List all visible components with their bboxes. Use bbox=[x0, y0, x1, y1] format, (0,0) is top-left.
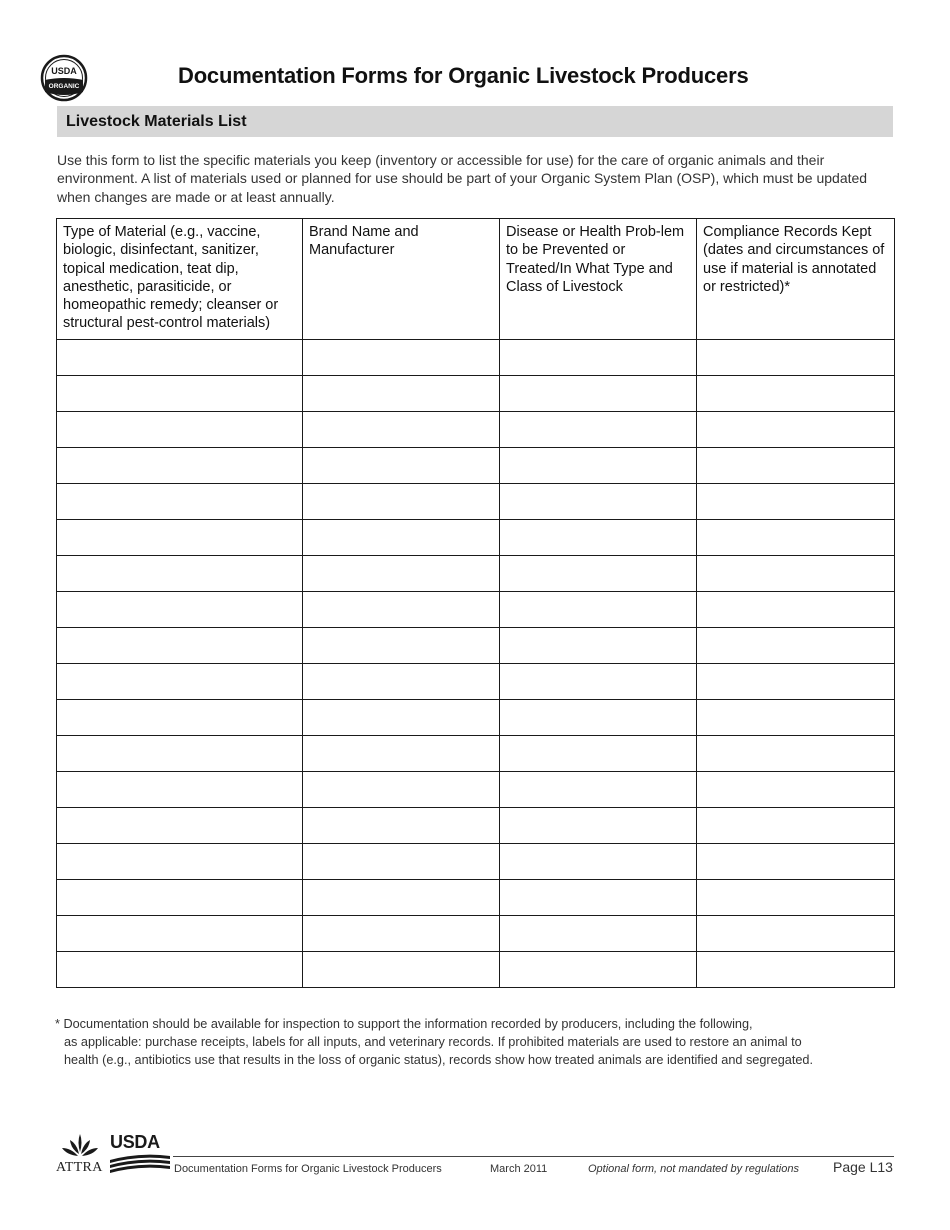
footnote-line: health (e.g., antibiotics use that results in the loss of organic status), records show how treated animals are identified and segregated. bbox=[64, 1053, 813, 1067]
disease-problem-cell[interactable] bbox=[500, 772, 697, 808]
disease-problem-cell[interactable] bbox=[500, 520, 697, 556]
table-row bbox=[57, 952, 895, 988]
type-of-material-cell[interactable] bbox=[57, 808, 303, 844]
brand-name-cell[interactable] bbox=[303, 916, 500, 952]
footer-document-title: Documentation Forms for Organic Livestock Producers bbox=[174, 1163, 442, 1175]
brand-name-cell[interactable] bbox=[303, 628, 500, 664]
footer-rule bbox=[173, 1156, 894, 1157]
table-row bbox=[57, 448, 895, 484]
compliance-records-cell[interactable] bbox=[697, 700, 895, 736]
brand-name-cell[interactable] bbox=[303, 844, 500, 880]
table-row bbox=[57, 916, 895, 952]
brand-name-cell[interactable] bbox=[303, 412, 500, 448]
type-of-material-cell[interactable] bbox=[57, 736, 303, 772]
disease-problem-cell[interactable] bbox=[500, 484, 697, 520]
table-row bbox=[57, 340, 895, 376]
type-of-material-cell[interactable] bbox=[57, 880, 303, 916]
table-row bbox=[57, 484, 895, 520]
disease-problem-cell[interactable] bbox=[500, 592, 697, 628]
brand-name-cell[interactable] bbox=[303, 736, 500, 772]
compliance-records-cell[interactable] bbox=[697, 772, 895, 808]
disease-problem-cell[interactable] bbox=[500, 556, 697, 592]
footer-optional-note: Optional form, not mandated by regulations bbox=[588, 1163, 799, 1175]
footnote-line: * Documentation should be available for inspection to support the information recorded by producers, including the following, bbox=[55, 1017, 753, 1031]
brand-name-cell[interactable] bbox=[303, 772, 500, 808]
type-of-material-cell[interactable] bbox=[57, 592, 303, 628]
disease-problem-cell[interactable] bbox=[500, 916, 697, 952]
table-row bbox=[57, 880, 895, 916]
disease-problem-cell[interactable] bbox=[500, 808, 697, 844]
column-header-disease-or-health-problem: Disease or Health Prob-lem to be Prevented or Treated/In What Type and Class of Livestock bbox=[500, 219, 697, 340]
usda-field-logo-icon bbox=[110, 1134, 170, 1176]
table-row bbox=[57, 700, 895, 736]
table-header-row bbox=[57, 219, 895, 340]
compliance-records-cell[interactable] bbox=[697, 484, 895, 520]
disease-problem-cell[interactable] bbox=[500, 340, 697, 376]
table-row bbox=[57, 628, 895, 664]
compliance-records-cell[interactable] bbox=[697, 808, 895, 844]
type-of-material-cell[interactable] bbox=[57, 844, 303, 880]
brand-name-cell[interactable] bbox=[303, 808, 500, 844]
table-row bbox=[57, 844, 895, 880]
disease-problem-cell[interactable] bbox=[500, 952, 697, 988]
brand-name-cell[interactable] bbox=[303, 376, 500, 412]
table-row bbox=[57, 556, 895, 592]
attra-label: ATTRA bbox=[56, 1160, 103, 1175]
brand-name-cell[interactable] bbox=[303, 448, 500, 484]
type-of-material-cell[interactable] bbox=[57, 628, 303, 664]
table-row bbox=[57, 772, 895, 808]
page-title: Documentation Forms for Organic Livestock Producers bbox=[178, 63, 749, 88]
type-of-material-cell[interactable] bbox=[57, 772, 303, 808]
disease-problem-cell[interactable] bbox=[500, 448, 697, 484]
compliance-records-cell[interactable] bbox=[697, 952, 895, 988]
disease-problem-cell[interactable] bbox=[500, 736, 697, 772]
column-header-type-of-material: Type of Material (e.g., vaccine, biologic, disinfectant, sanitizer, topical medication, teat dip, anesthetic, parasiticide, or homeopathic remedy; cleanser or structural pest-control materials) bbox=[57, 219, 303, 340]
brand-name-cell[interactable] bbox=[303, 700, 500, 736]
column-header-compliance-records: Compliance Records Kept (dates and circumstances of use if material is annotated or restricted)* bbox=[697, 219, 895, 340]
section-title: Livestock Materials List bbox=[66, 113, 247, 130]
brand-name-cell[interactable] bbox=[303, 520, 500, 556]
table-row bbox=[57, 520, 895, 556]
disease-problem-cell[interactable] bbox=[500, 880, 697, 916]
brand-name-cell[interactable] bbox=[303, 484, 500, 520]
disease-problem-cell[interactable] bbox=[500, 844, 697, 880]
type-of-material-cell[interactable] bbox=[57, 340, 303, 376]
usda-organic-seal-icon bbox=[28, 54, 100, 102]
column-header-brand-name: Brand Name and Manufacturer bbox=[303, 219, 500, 340]
type-of-material-cell[interactable] bbox=[57, 700, 303, 736]
type-of-material-cell[interactable] bbox=[57, 412, 303, 448]
compliance-records-cell[interactable] bbox=[697, 412, 895, 448]
brand-name-cell[interactable] bbox=[303, 880, 500, 916]
disease-problem-cell[interactable] bbox=[500, 664, 697, 700]
compliance-records-cell[interactable] bbox=[697, 376, 895, 412]
type-of-material-cell[interactable] bbox=[57, 916, 303, 952]
compliance-records-cell[interactable] bbox=[697, 340, 895, 376]
table-body bbox=[57, 340, 895, 988]
type-of-material-cell[interactable] bbox=[57, 556, 303, 592]
disease-problem-cell[interactable] bbox=[500, 412, 697, 448]
type-of-material-cell[interactable] bbox=[57, 520, 303, 556]
brand-name-cell[interactable] bbox=[303, 592, 500, 628]
svg-text:ORGANIC: ORGANIC bbox=[48, 83, 80, 90]
compliance-records-cell[interactable] bbox=[697, 556, 895, 592]
type-of-material-cell[interactable] bbox=[57, 952, 303, 988]
intro-text: Use this form to list the specific materials you keep (inventory or accessible for use) for the care of organic animals and their environment. A list of materials used or planned for use should be part of your Organic System Plan (OSP), which must be updated when changes are made or at least annually. bbox=[57, 152, 868, 205]
disease-problem-cell[interactable] bbox=[500, 700, 697, 736]
table-row bbox=[57, 808, 895, 844]
compliance-records-cell[interactable] bbox=[697, 448, 895, 484]
compliance-records-cell[interactable] bbox=[697, 664, 895, 700]
compliance-records-cell[interactable] bbox=[697, 628, 895, 664]
footer-date: March 2011 bbox=[490, 1163, 548, 1175]
type-of-material-cell[interactable] bbox=[57, 376, 303, 412]
compliance-records-cell[interactable] bbox=[697, 844, 895, 880]
materials-table bbox=[56, 218, 895, 988]
brand-name-cell[interactable] bbox=[303, 556, 500, 592]
usda-label: USDA bbox=[110, 1132, 160, 1152]
brand-name-cell[interactable] bbox=[303, 340, 500, 376]
table-row bbox=[57, 412, 895, 448]
type-of-material-cell[interactable] bbox=[57, 484, 303, 520]
compliance-records-cell[interactable] bbox=[697, 736, 895, 772]
brand-name-cell[interactable] bbox=[303, 664, 500, 700]
brand-name-cell[interactable] bbox=[303, 952, 500, 988]
type-of-material-cell[interactable] bbox=[57, 664, 303, 700]
compliance-records-cell[interactable] bbox=[697, 520, 895, 556]
disease-problem-cell[interactable] bbox=[500, 376, 697, 412]
compliance-records-cell[interactable] bbox=[697, 880, 895, 916]
footnote-line: as applicable: purchase receipts, labels for all inputs, and veterinary records. If prohibited materials are used to restore an animal to bbox=[64, 1035, 802, 1049]
page-number: Page L13 bbox=[833, 1159, 893, 1175]
section-header bbox=[57, 106, 893, 137]
compliance-records-cell[interactable] bbox=[697, 916, 895, 952]
table-row bbox=[57, 592, 895, 628]
disease-problem-cell[interactable] bbox=[500, 628, 697, 664]
svg-text:USDA: USDA bbox=[51, 66, 77, 76]
compliance-records-cell[interactable] bbox=[697, 592, 895, 628]
type-of-material-cell[interactable] bbox=[57, 448, 303, 484]
table-row bbox=[57, 736, 895, 772]
table-row bbox=[57, 376, 895, 412]
footnote bbox=[55, 1015, 915, 1069]
table-row bbox=[57, 664, 895, 700]
